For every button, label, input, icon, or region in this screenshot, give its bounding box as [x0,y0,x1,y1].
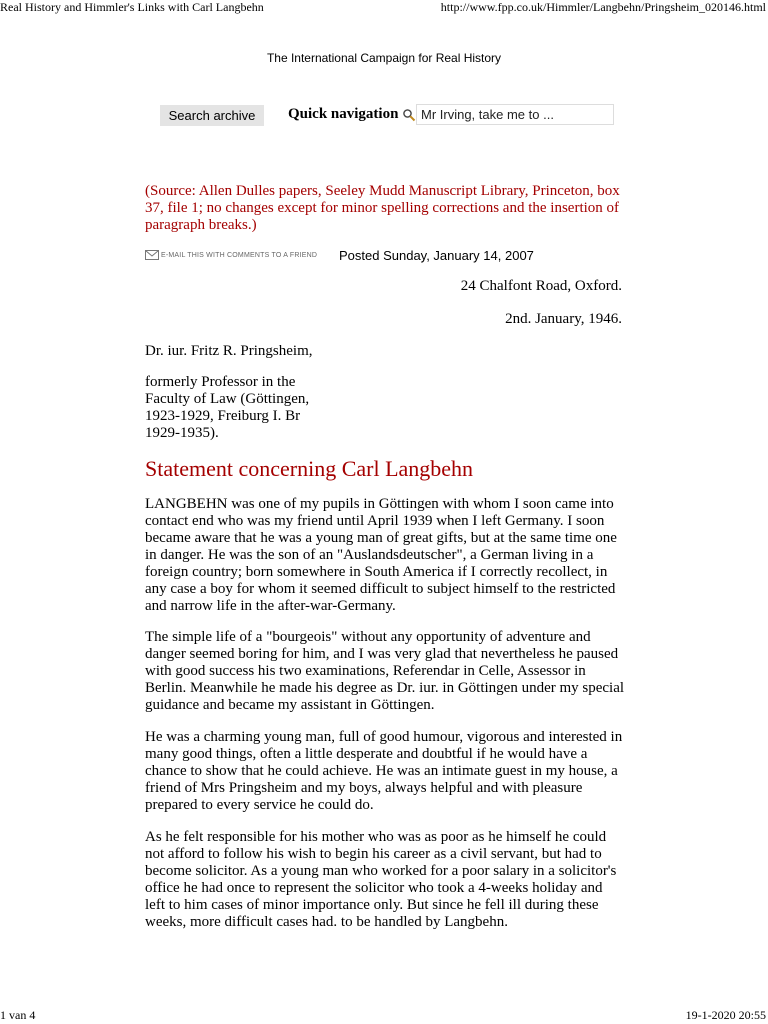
letter-date: 2nd. January, 1946. [505,311,622,327]
quick-navigation-label: Quick navigation [288,106,399,122]
paragraph: The simple life of a "bourgeois" without any opportunity of adventure and danger seemed boring for him, and I was very glad that nevertheless he paused with good success his two examinations, Referendar in Celle, Assessor in Berlin. Meanwhile he made his degree as Dr. iur. in Göttingen under my special guidance and became my assistant in Göttingen. [145,629,625,713]
email-friend-label: E-MAIL THIS WITH COMMENTS TO A FRIEND [161,251,318,259]
site-title[interactable]: The International Campaign for Real History [266,51,502,65]
print-page-number: 1 van 4 [0,1008,36,1022]
paragraph: As he felt responsible for his mother who was as poor as he himself he could not afford to follow his wish to begin his career as a civil servant, but had to become solicitor. As a young man who worked for a poor salary in a solicitor's office he had once to represent the solicitor who took a 4-weeks holiday and left to him cases of minor importance only. But since he fell ill during these weeks, more difficult cases had. to be handled by Langbehn. [145,829,617,930]
posted-date: Posted Sunday, January 14, 2007 [339,248,534,263]
recipient-detail-line: formerly Professor in the [145,374,296,390]
search-archive-button[interactable]: Search archive [160,105,264,126]
source-note: (Source: Allen Dulles papers, Seeley Mudd Manuscript Library, Princeton, box 37, file 1; no changes except for minor spelling corrections and the insertion of paragraph breaks.) [145,183,620,233]
quick-navigation-input[interactable]: Mr Irving, take me to ... [416,104,614,125]
recipient-details [145,374,345,442]
recipient-detail-line: 1923-1929, Freiburg I. Br [145,408,301,424]
recipient: Dr. iur. Fritz R. Pringsheim, [145,343,313,359]
recipient-detail-line: Faculty of Law (Göttingen, [145,391,310,407]
magnifier-icon [402,108,416,122]
page-title-header: Real History and Himmler's Links with Carl Langbehn [0,0,264,14]
email-friend-link[interactable] [145,250,317,260]
letter-address: 24 Chalfont Road, Oxford. [460,278,622,294]
page-url-header: http://www.fpp.co.uk/Himmler/Langbehn/Pringsheim_020146.html [440,0,766,14]
paragraph: LANGBEHN was one of my pupils in Göttingen with whom I soon came into contact end who was my friend until April 1939 when I left Germany. I soon became aware that he was a young man of great gifts, but at the same time one in danger. He was the son of an "Auslandsdeutscher", a German living in a foreign country; born somewhere in South America if I correctly recollect, in any case a boy for whom it seemed difficult to subject himself to the restricted and narrow life in the after-war-Germany. [145,496,617,614]
statement-heading: Statement concerning Carl Langbehn [145,456,474,481]
envelope-icon [145,250,159,260]
paragraph: He was a charming young man, full of good humour, vigorous and interested in many good things, often a little desperate and doubtful if he would have a chance to show that he could achieve. He was an intimate guest in my house, a friend of Mrs Pringsheim and my boys, always helpful and with pleasure prepared to every service he could do. [145,729,623,813]
print-timestamp: 19-1-2020 20:55 [685,1008,766,1022]
recipient-detail-line: 1929-1935). [145,425,219,441]
